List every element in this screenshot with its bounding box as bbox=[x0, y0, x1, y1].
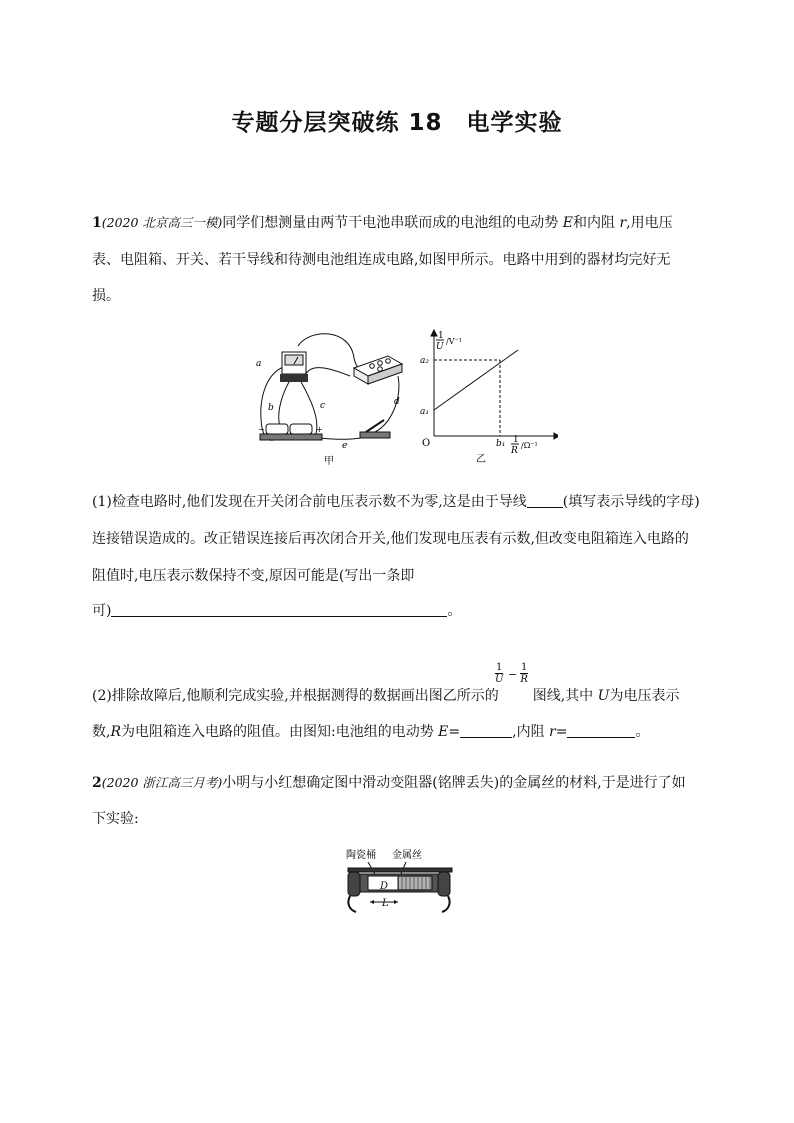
q1-part1-line-2: 连接错误造成的。改正错误连接后再次闭合开关,他们发现电压表有示数,但改变电阻箱连入电路的 bbox=[92, 531, 689, 547]
answer-blank-wire[interactable] bbox=[527, 493, 563, 508]
equals-sign: = bbox=[448, 724, 461, 740]
graph-a2: a₂ bbox=[420, 356, 429, 366]
answer-blank-internal-resistance[interactable] bbox=[567, 723, 635, 738]
fraction-denominator: U bbox=[495, 674, 504, 685]
q1-part2-text: 为电阻箱连入电路的阻值。由图知:电池组的电动势 bbox=[121, 724, 439, 740]
answer-blank-emf[interactable] bbox=[460, 723, 512, 738]
q1-part1-line-4 bbox=[92, 601, 712, 621]
var-R: R bbox=[110, 724, 121, 740]
var-r: r bbox=[549, 724, 556, 740]
graph-figure-yi bbox=[418, 326, 558, 466]
wire-label-c: c bbox=[320, 401, 326, 411]
var-E: E bbox=[562, 215, 573, 231]
q1-part1-text: (1)检查电路时,他们发现在开关闭合前电压表示数不为零,这是由于导线 bbox=[92, 494, 527, 510]
q1-part2-line-1 bbox=[92, 686, 712, 706]
var-U: U bbox=[597, 688, 610, 704]
q1-source: (2020 北京高三一模) bbox=[101, 215, 223, 230]
var-E: E bbox=[438, 724, 449, 740]
fraction-denominator: R bbox=[520, 674, 528, 685]
battery-pack-icon bbox=[258, 424, 323, 440]
q1-part1-text: 可) bbox=[92, 603, 112, 619]
q1-part2-text: 数, bbox=[92, 724, 111, 740]
var-r: r bbox=[619, 215, 627, 231]
graph-line bbox=[434, 350, 518, 410]
q1-part2-text: 图线,其中 bbox=[532, 688, 598, 704]
circuit-figure-jia bbox=[250, 328, 410, 468]
q1-number: 1 bbox=[92, 215, 102, 231]
fraction-dash: − bbox=[508, 668, 518, 681]
wire-label-d: d bbox=[394, 397, 400, 407]
graph-origin: O bbox=[422, 438, 431, 449]
fraction-numerator: 1 bbox=[521, 662, 528, 673]
fraction-1-over-R bbox=[520, 662, 528, 685]
graph-y-label-den: U bbox=[436, 342, 444, 352]
figure-caption-jia: 甲 bbox=[324, 456, 334, 467]
q1-text: 同学们想测量由两节干电池串联而成的电池组的电动势 bbox=[222, 215, 563, 231]
q1-part2-text: (2)排除故障后,他顺利完成实验,并根据测得的数据画出图乙所示的 bbox=[92, 688, 499, 704]
q1-line-2: 表、电阻箱、开关、若干导线和待测电池组连成电路,如图甲所示。电路中用到的器材均完好无 bbox=[92, 252, 671, 268]
rheostat-figure bbox=[340, 846, 460, 916]
graph-b1: b₁ bbox=[496, 439, 506, 449]
graph-x-unit: /Ω⁻¹ bbox=[521, 441, 538, 450]
q1-part2-text: 。 bbox=[635, 724, 650, 740]
svg-text:−: − bbox=[258, 425, 265, 434]
q2-source: (2020 浙江高三月考) bbox=[101, 775, 223, 790]
answer-blank-reason[interactable] bbox=[111, 602, 447, 617]
wire-label-e: e bbox=[342, 441, 348, 451]
label-ceramic-tube: 陶瓷桶 bbox=[346, 850, 376, 861]
fraction-1-over-U bbox=[495, 662, 503, 685]
q1-part2-line-2 bbox=[92, 722, 712, 742]
label-length: L bbox=[382, 898, 389, 909]
q1-part2-text: 为电压表示 bbox=[609, 688, 680, 704]
q1-part1-text: (填写表示导线的字母) bbox=[562, 494, 700, 510]
q2-line-2: 下实验: bbox=[92, 811, 139, 827]
switch-icon bbox=[360, 420, 390, 438]
q1-part1-line-3: 阻值时,电压表示数保持不变,原因可能是(写出一条即 bbox=[92, 568, 415, 584]
q2-number: 2 bbox=[92, 775, 102, 791]
graph-y-label-num: 1 bbox=[438, 331, 444, 341]
q1-text: ,用电压 bbox=[626, 215, 673, 231]
q1-line-1 bbox=[92, 213, 712, 233]
label-metal-wire: 金属丝 bbox=[392, 850, 422, 861]
q1-part1-text: 。 bbox=[447, 603, 462, 619]
fraction-numerator: 1 bbox=[496, 662, 503, 673]
wire-label-a: a bbox=[256, 359, 262, 369]
q1-part2-text: ,内阻 bbox=[512, 724, 550, 740]
graph-y-unit: /V⁻¹ bbox=[446, 337, 462, 346]
q1-part1-line-1 bbox=[92, 492, 712, 512]
resistance-box-icon bbox=[354, 356, 402, 384]
equals-sign: = bbox=[555, 724, 568, 740]
graph-a1: a₁ bbox=[420, 407, 429, 417]
svg-text:+: + bbox=[316, 425, 323, 434]
figure-caption-yi: 乙 bbox=[476, 454, 486, 465]
q2-line-1 bbox=[92, 773, 712, 793]
label-diameter: D bbox=[380, 881, 389, 892]
q2-text: 小明与小红想确定图中滑动变阻器(铭牌丢失)的金属丝的材料,于是进行了如 bbox=[222, 775, 686, 791]
graph-x-label-num: 1 bbox=[513, 435, 519, 445]
q1-line-3: 损。 bbox=[92, 288, 120, 304]
graph-x-label-den: R bbox=[511, 446, 518, 456]
page-title: 专题分层突破练 18 电学实验 bbox=[231, 110, 563, 136]
voltmeter-icon bbox=[280, 352, 308, 382]
wire-label-b: b bbox=[268, 403, 274, 413]
q1-text: 和内阻 bbox=[572, 215, 620, 231]
